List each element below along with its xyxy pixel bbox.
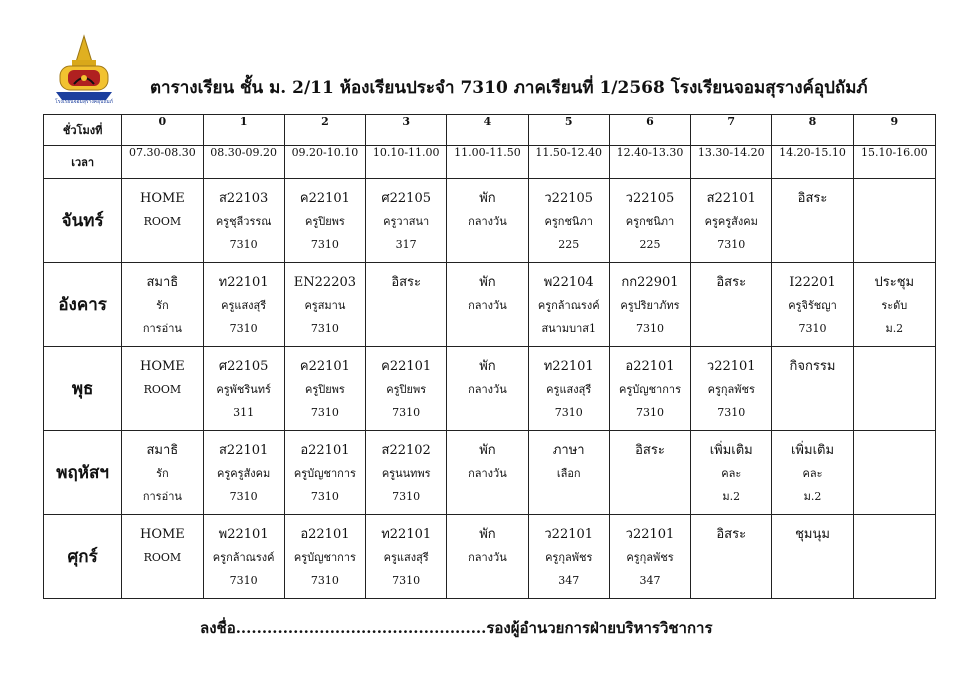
- teacher-name: [772, 210, 852, 233]
- room-number: [691, 569, 771, 592]
- class-cell: [853, 431, 935, 515]
- room-number: [447, 233, 527, 256]
- subject-code: [854, 523, 935, 546]
- day-name: อังคาร: [44, 263, 122, 347]
- class-cell: [609, 431, 690, 515]
- teacher-name: [691, 546, 771, 569]
- room-number: 7310: [310, 574, 339, 587]
- period-number: 7: [691, 115, 772, 146]
- room-number: ม.2: [722, 490, 741, 503]
- room-number: [447, 317, 527, 340]
- subject-code: อ22101: [300, 443, 350, 458]
- class-cell: [447, 515, 528, 599]
- period-label: ชั่วโมงที่: [44, 115, 122, 146]
- teacher-name: ครูพัชรินทร์: [216, 383, 271, 396]
- class-cell: [122, 515, 203, 599]
- subject-code: ภาษา: [552, 443, 585, 458]
- teacher-name: กลางวัน: [468, 383, 507, 396]
- day-row: [44, 347, 936, 431]
- page-title: ตารางเรียน ชั้น ม. 2/11 ห้องเรียนประจำ 7310 ภาคเรียนที่ 1/2568 โรงเรียนจอมสุรางค์อุปถัมภ์: [150, 78, 868, 98]
- subject-code: อ22101: [625, 359, 675, 374]
- teacher-name: [854, 462, 935, 485]
- time-slot: 12.40-13.30: [609, 146, 690, 179]
- class-cell: [772, 263, 853, 347]
- teacher-name: ครูกุลพัชร: [707, 383, 755, 396]
- class-cell: [609, 515, 690, 599]
- day-row: [44, 431, 936, 515]
- room-number: 225: [558, 238, 580, 251]
- subject-code: กก22901: [621, 275, 679, 290]
- teacher-name: ครูสมาน: [304, 299, 346, 312]
- teacher-name: [366, 294, 446, 317]
- subject-code: ประชุม: [874, 275, 915, 290]
- class-cell: [447, 347, 528, 431]
- time-slot: 11.50-12.40: [528, 146, 609, 179]
- time-slot: 14.20-15.10: [772, 146, 853, 179]
- room-number: 7310: [229, 490, 258, 503]
- room-number: ม.2: [803, 490, 822, 503]
- class-cell: [853, 515, 935, 599]
- day-name: ศุกร์: [44, 515, 122, 599]
- teacher-name: ครูปิยพร: [386, 383, 427, 396]
- period-number: 9: [853, 115, 935, 146]
- class-cell: [691, 431, 772, 515]
- subject-code: ส22101: [219, 443, 269, 458]
- teacher-name: [691, 294, 771, 317]
- class-cell: [203, 263, 284, 347]
- period-number: 0: [122, 115, 203, 146]
- school-logo: [46, 34, 122, 110]
- room-number: 7310: [310, 406, 339, 419]
- teacher-name: รัก: [156, 467, 169, 480]
- subject-code: อิสระ: [635, 443, 665, 458]
- room-number: การอ่าน: [142, 490, 182, 503]
- subject-code: I22201: [789, 275, 836, 290]
- subject-code: ว22105: [544, 191, 594, 206]
- time-slot: 08.30-09.20: [203, 146, 284, 179]
- class-cell: [122, 179, 203, 263]
- room-number: 7310: [717, 406, 746, 419]
- room-number: [854, 401, 935, 424]
- teacher-name: ครูแสงสุรี: [546, 383, 592, 396]
- time-slot: 09.20-10.10: [284, 146, 365, 179]
- subject-code: HOME: [139, 527, 185, 542]
- room-number: 311: [233, 406, 255, 419]
- timetable: [43, 114, 936, 599]
- class-cell: [284, 347, 365, 431]
- teacher-name: [772, 546, 852, 569]
- room-number: 347: [558, 574, 580, 587]
- period-number: 6: [609, 115, 690, 146]
- class-cell: [528, 515, 609, 599]
- period-number: 8: [772, 115, 853, 146]
- day-name: จันทร์: [44, 179, 122, 263]
- room-number: [447, 401, 527, 424]
- class-cell: [691, 263, 772, 347]
- class-cell: [203, 179, 284, 263]
- room-number: ม.2: [885, 322, 904, 335]
- room-number: [610, 485, 690, 508]
- subject-code: [854, 187, 935, 210]
- room-number: 7310: [229, 238, 258, 251]
- subject-code: ศ22105: [381, 191, 431, 206]
- subject-code: อิสระ: [797, 191, 828, 206]
- class-cell: [122, 263, 203, 347]
- subject-code: ท22101: [381, 527, 432, 542]
- teacher-name: รัก: [156, 299, 169, 312]
- class-cell: [609, 263, 690, 347]
- class-cell: [528, 179, 609, 263]
- subject-code: [854, 439, 935, 462]
- class-cell: [284, 179, 365, 263]
- class-cell: [609, 347, 690, 431]
- class-cell: [853, 263, 935, 347]
- subject-code: อ22101: [300, 527, 350, 542]
- room-number: 7310: [310, 238, 339, 251]
- room-number: 7310: [635, 322, 664, 335]
- subject-code: พัก: [479, 527, 496, 542]
- room-number: 7310: [310, 490, 339, 503]
- subject-code: [854, 355, 935, 378]
- teacher-name: ROOM: [143, 215, 182, 228]
- time-slot: 11.00-11.50: [447, 146, 528, 179]
- subject-code: ส22102: [381, 443, 431, 458]
- room-number: [447, 569, 527, 592]
- subject-code: ว22101: [544, 527, 594, 542]
- subject-code: พ22101: [218, 527, 269, 542]
- teacher-name: คละ: [802, 467, 823, 480]
- room-number: 225: [639, 238, 661, 251]
- time-slot: 10.10-11.00: [366, 146, 447, 179]
- room-number: 7310: [554, 406, 583, 419]
- day-name: พุธ: [44, 347, 122, 431]
- room-number: [772, 233, 852, 256]
- room-number: [366, 317, 446, 340]
- subject-code: กิจกรรม: [789, 359, 836, 374]
- class-cell: [284, 515, 365, 599]
- time-label: เวลา: [44, 146, 122, 179]
- room-number: [854, 569, 935, 592]
- room-number: [529, 485, 609, 508]
- room-number: [772, 401, 852, 424]
- teacher-name: กลางวัน: [468, 215, 507, 228]
- class-cell: [447, 263, 528, 347]
- time-slot: 15.10-16.00: [853, 146, 935, 179]
- class-cell: [284, 431, 365, 515]
- subject-code: อิสระ: [391, 275, 422, 290]
- teacher-name: ครูแสงสุรี: [221, 299, 267, 312]
- room-number: 7310: [310, 322, 339, 335]
- class-cell: [366, 179, 447, 263]
- period-number: 5: [528, 115, 609, 146]
- subject-code: ท22101: [218, 275, 269, 290]
- class-cell: [122, 347, 203, 431]
- teacher-name: ครูแสงสุรี: [383, 551, 429, 564]
- teacher-name: ครูกุลพัชร: [545, 551, 593, 564]
- signature-line: ลงชื่อ................................................รองผู้อำนวยการฝ่ายบริหารวิชาการ: [200, 619, 713, 637]
- room-number: [122, 569, 202, 592]
- subject-code: ค22101: [299, 191, 350, 206]
- teacher-name: ครูปริยาภัทร: [620, 299, 680, 312]
- teacher-name: กลางวัน: [468, 467, 507, 480]
- teacher-name: [854, 210, 935, 233]
- teacher-name: ครูปิยพร: [304, 383, 345, 396]
- subject-code: ว22105: [625, 191, 675, 206]
- class-cell: [203, 431, 284, 515]
- teacher-name: [772, 378, 852, 401]
- subject-code: ศ22105: [218, 359, 269, 374]
- class-cell: [772, 179, 853, 263]
- room-number: 7310: [717, 238, 746, 251]
- period-header-row: [44, 115, 936, 146]
- teacher-name: ครูกชนิภา: [544, 215, 593, 228]
- class-cell: [691, 347, 772, 431]
- time-row: [44, 146, 936, 179]
- day-row: [44, 179, 936, 263]
- subject-code: เพิ่มเติม: [709, 443, 753, 458]
- subject-code: ค22101: [381, 359, 432, 374]
- room-number: 347: [639, 574, 661, 587]
- subject-code: ส22101: [706, 191, 756, 206]
- class-cell: [203, 515, 284, 599]
- teacher-name: ครูจิรัชญา: [788, 299, 837, 312]
- teacher-name: ครูบัญชาการ: [618, 383, 681, 396]
- class-cell: [122, 431, 203, 515]
- room-number: 7310: [635, 406, 664, 419]
- class-cell: [853, 347, 935, 431]
- teacher-name: กลางวัน: [468, 299, 507, 312]
- subject-code: อิสระ: [716, 275, 747, 290]
- subject-code: ว22101: [625, 527, 675, 542]
- teacher-name: ROOM: [143, 383, 182, 396]
- teacher-name: คละ: [721, 467, 742, 480]
- teacher-name: ครูกชนิภา: [625, 215, 675, 228]
- class-cell: [366, 431, 447, 515]
- teacher-name: [854, 546, 935, 569]
- teacher-name: ระดับ: [881, 299, 908, 312]
- day-name: พฤหัสฯ: [44, 431, 122, 515]
- class-cell: [772, 347, 853, 431]
- time-slot: 07.30-08.30: [122, 146, 203, 179]
- day-row: [44, 515, 936, 599]
- class-cell: [609, 179, 690, 263]
- teacher-name: ครูบัญชาการ: [293, 551, 356, 564]
- teacher-name: เลือก: [556, 467, 581, 480]
- room-number: 7310: [798, 322, 827, 335]
- subject-code: พัก: [479, 275, 496, 290]
- room-number: 7310: [229, 322, 258, 335]
- room-number: 7310: [229, 574, 258, 587]
- room-number: [854, 233, 935, 256]
- teacher-name: ครูกุลพัชร: [626, 551, 674, 564]
- subject-code: พัก: [479, 443, 496, 458]
- teacher-name: ครูบัญชาการ: [293, 467, 356, 480]
- teacher-name: ครูวาสนา: [383, 215, 430, 228]
- room-number: [854, 485, 935, 508]
- teacher-name: ครูนนทพร: [381, 467, 431, 480]
- teacher-name: [854, 378, 935, 401]
- subject-code: สมาธิ: [146, 275, 179, 290]
- subject-code: ค22101: [299, 359, 350, 374]
- teacher-name: ครูชุลีวรรณ: [215, 215, 272, 228]
- subject-code: ส22103: [219, 191, 269, 206]
- subject-code: ชุมนุม: [795, 527, 830, 542]
- room-number: [691, 317, 771, 340]
- teacher-name: ครูครูสังคม: [217, 467, 271, 480]
- class-cell: [203, 347, 284, 431]
- class-cell: [772, 515, 853, 599]
- period-number: 4: [447, 115, 528, 146]
- subject-code: พัก: [479, 191, 496, 206]
- class-cell: [284, 263, 365, 347]
- subject-code: EN22203: [293, 275, 357, 290]
- time-slot: 13.30-14.20: [691, 146, 772, 179]
- class-cell: [691, 179, 772, 263]
- class-cell: [447, 431, 528, 515]
- teacher-name: ROOM: [143, 551, 182, 564]
- subject-code: ว22101: [706, 359, 756, 374]
- room-number: สนามบาส1: [541, 322, 596, 335]
- class-cell: [366, 263, 447, 347]
- subject-code: HOME: [139, 359, 185, 374]
- class-cell: [447, 179, 528, 263]
- subject-code: ท22101: [543, 359, 594, 374]
- teacher-name: กลางวัน: [468, 551, 507, 564]
- room-number: การอ่าน: [142, 322, 182, 335]
- period-number: 2: [284, 115, 365, 146]
- class-cell: [528, 347, 609, 431]
- teacher-name: ครูกล้าณรงค์: [537, 299, 600, 312]
- room-number: [772, 569, 852, 592]
- day-row: [44, 263, 936, 347]
- subject-code: สมาธิ: [146, 443, 179, 458]
- subject-code: พ22104: [543, 275, 594, 290]
- room-number: [122, 233, 202, 256]
- class-cell: [772, 431, 853, 515]
- room-number: [122, 401, 202, 424]
- room-number: 317: [395, 238, 417, 251]
- room-number: 7310: [392, 574, 421, 587]
- period-number: 3: [366, 115, 447, 146]
- class-cell: [366, 515, 447, 599]
- room-number: 7310: [392, 490, 421, 503]
- teacher-name: ครูกล้าณรงค์: [212, 551, 275, 564]
- logo-caption: โรงเรียนจอมสุรางค์อุปถัมภ์: [55, 99, 113, 105]
- teacher-name: ครูครูสังคม: [704, 215, 758, 228]
- period-number: 1: [203, 115, 284, 146]
- class-cell: [528, 431, 609, 515]
- room-number: 7310: [392, 406, 421, 419]
- subject-code: อิสระ: [716, 527, 747, 542]
- subject-code: พัก: [479, 359, 496, 374]
- class-cell: [366, 347, 447, 431]
- class-cell: [691, 515, 772, 599]
- class-cell: [528, 263, 609, 347]
- teacher-name: ครูปิยพร: [304, 215, 345, 228]
- room-number: [447, 485, 527, 508]
- class-cell: [853, 179, 935, 263]
- subject-code: เพิ่มเติม: [790, 443, 835, 458]
- subject-code: HOME: [139, 191, 185, 206]
- teacher-name: [610, 462, 690, 485]
